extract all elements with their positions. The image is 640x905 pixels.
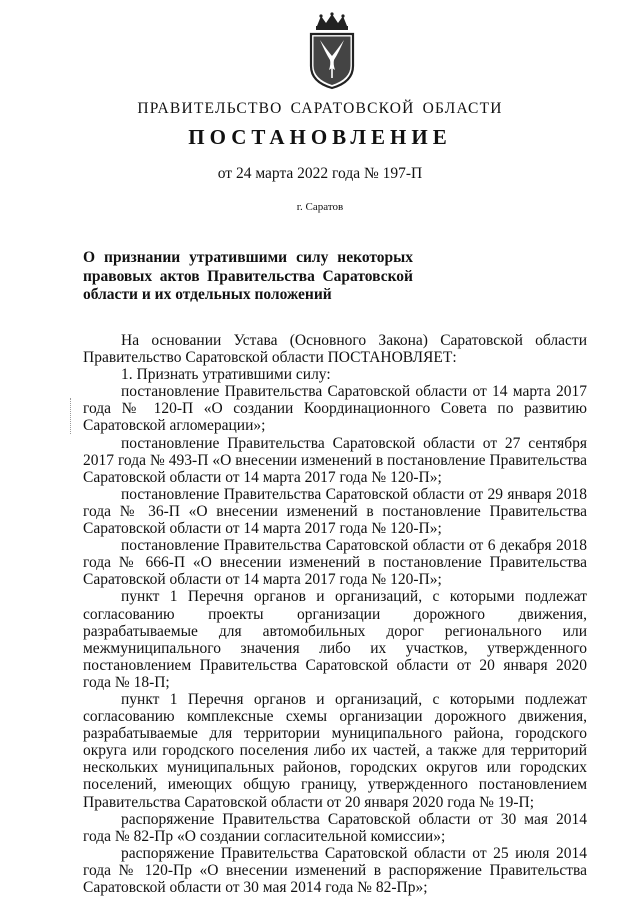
document-body [83, 332, 587, 896]
paragraph: 1. Признать утратившими силу: [121, 366, 331, 384]
paragraph: На основании Устава (Основного Закона) Саратовской области Правительство Саратовской области ПОСТАНОВЛЯЕТ: [83, 332, 587, 367]
paragraph: постановление Правительства Саратовской области от 27 сентября 2017 года № 493-П «О внесении изменений в постановление Правительства Саратовской области от 14 марта 2017 года № 120-П»; [83, 434, 587, 486]
city: г. Саратов [296, 201, 344, 213]
paragraph: пункт 1 Перечня органов и организаций, с которыми подлежат согласованию проекты организации дорожного движения, разрабатываемые для автомобильных дорог регионального или межмуниципального значения либо их участков, утвержденного постановлением Правительства Саратовской области от 20 января 2020 года № 18-П; [83, 588, 587, 691]
document-type: ПОСТАНОВЛЕНИЕ [188, 125, 452, 149]
authority-name: ПРАВИТЕЛЬСТВО САРАТОВСКОЙ ОБЛАСТИ [137, 100, 503, 117]
coat-of-arms-icon [299, 12, 365, 90]
paragraph: постановление Правительства Саратовской области от 29 января 2018 года № 36-П «О внесении изменений в постановление Правительства Саратовской области от 14 марта 2017 года № 120-П»; [83, 485, 587, 538]
date-and-number: от 24 марта 2022 года № 197-П [217, 165, 423, 182]
paragraph: распоряжение Правительства Саратовской области от 30 мая 2014 года № 82-Пр «О создании согласительной комиссии»; [83, 810, 587, 845]
paragraph: постановление Правительства Саратовской области от 6 декабря 2018 года № 666-П «О внесении изменений в постановление Правительства Саратовской области от 14 марта 2017 года № 120-П»; [83, 537, 587, 589]
margin-mark [70, 398, 71, 434]
paragraph: пункт 1 Перечня органов и организаций, с которыми подлежат согласованию комплексные схемы организации дорожного движения, разрабатываемые для территории муниципального района, городского округа или городского поселения либо их частей, а также для территорий нескольких муниципальных районов, городских округов или городских поселений, имеющих общую границу, утвержденного постановлением Правительства Саратовской области от 20 января 2020 года № 19-П; [83, 690, 587, 811]
paragraph: распоряжение Правительства Саратовской области от 25 июля 2014 года № 120-Пр «О внесении изменений в распоряжение Правительства Саратовской области от 30 мая 2014 года № 82-Пр»; [83, 844, 587, 896]
document-title: О признании утратившими силу некоторых правовых актов Правительства Саратовской области и их отдельных положений [83, 249, 413, 303]
paragraph: постановление Правительства Саратовской области от 14 марта 2017 года № 120-П «О создании Координационного Совета по развитию Саратовской агломерации»; [83, 383, 587, 435]
